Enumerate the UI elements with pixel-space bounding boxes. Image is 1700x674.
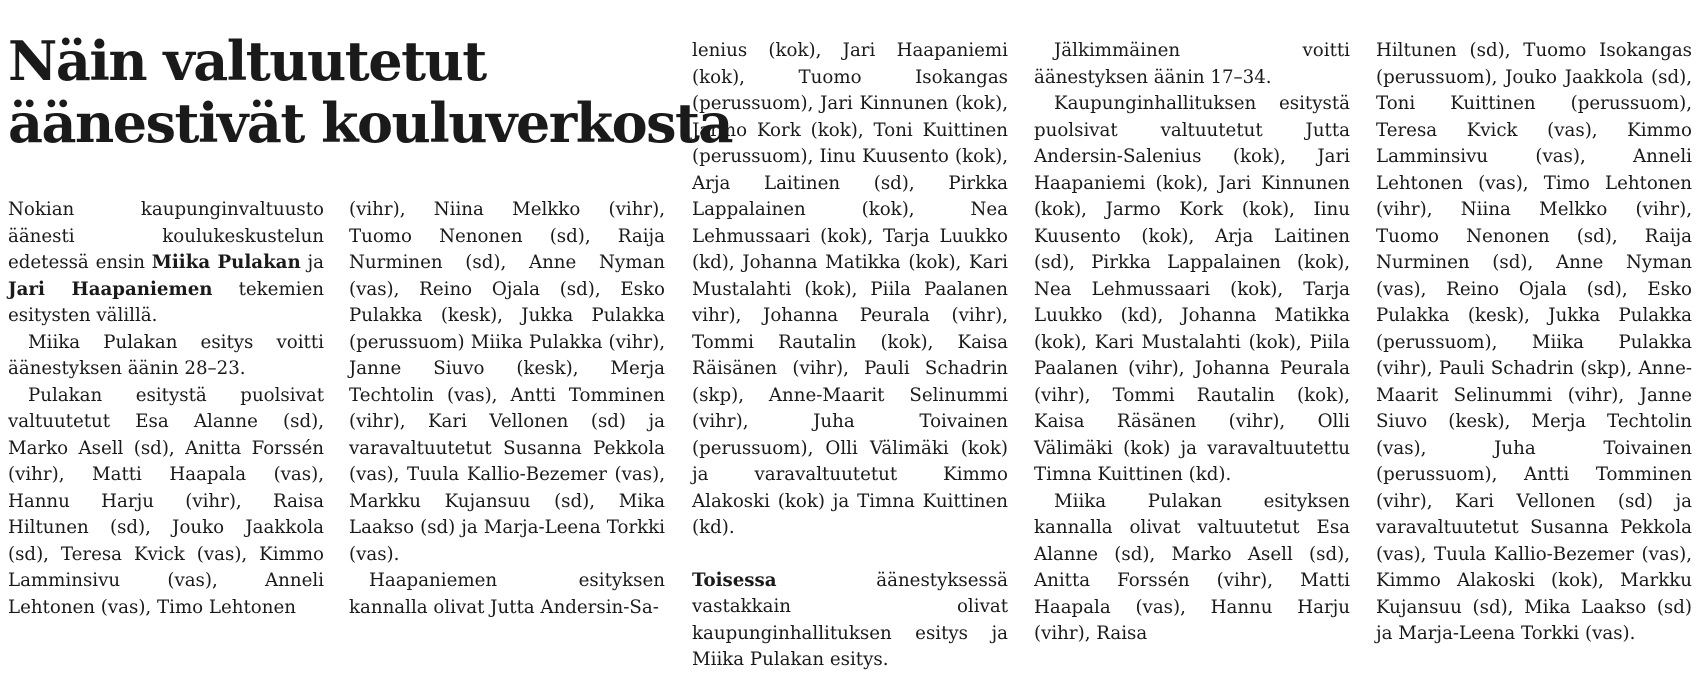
paragraph: Jälkimmäinen voitti äänestyksen äänin 17–34. (1034, 40, 1350, 88)
lead-paragraph (8, 197, 324, 330)
headline-line-1: Näin valtuutetut (8, 29, 486, 93)
article-column-3 (692, 38, 1008, 674)
headline (8, 29, 732, 155)
paragraph: Pulakan esitystä puolsivat valtuutetut Esa Alanne (sd), Marko Asell (sd), Anitta Forssén (vihr), Matti Haapala (vas), Hannu Harju (vihr), Raisa Hiltunen (sd), Jouko Jaakkola (sd), Teresa Kvick (vas), Kimmo Lamminsivu (vas), Anneli Lehtonen (vas), Timo Lehtonen (8, 384, 324, 618)
lead-text: Nokian kaupunginvaltuusto äänesti koulukeskustelun edetessä ensin (8, 199, 324, 273)
subsection-paragraph (692, 568, 1008, 674)
article-column-2 (349, 197, 665, 621)
paragraph: Haapaniemen esityksen kannalla olivat Jutta Andersin-Sa- (349, 570, 665, 618)
lead-name-haapaniemi: Jari Haapaniemen (8, 278, 213, 300)
paragraph: Miika Pulakan esityksen kannalla olivat valtuutetut Esa Alanne (sd), Marko Asell (sd), Anitta Forssén (vihr), Matti Haapala (vas), Hannu Harju (vihr), Raisa (1034, 490, 1350, 644)
article-column-4 (1034, 38, 1350, 648)
article-column-5 (1376, 38, 1692, 648)
headline-line-2: äänestivät kouluverkosta (8, 91, 732, 155)
lead-text-joiner: ja (300, 252, 325, 273)
lead-name-pulakka: Miika Pulakan (151, 252, 301, 273)
paragraph: Miika Pulakan esitys voitti äänestyksen äänin 28–23. (8, 331, 324, 379)
paragraph: (vihr), Niina Melkko (vihr), Tuomo Nenonen (sd), Raija Nurminen (sd), Anne Nyman (vas), Reino Ojala (sd), Esko Pulakka (kesk), Jukka Pulakka (perussuom) Miika Pulakka (vihr), Janne Siuvo (kesk), Merja Techtolin (vas), Antti Tomminen (vihr), Kari Vellonen (sd) ja varavaltuutetut Susanna Pekkola (vas), Tuula Kallio-Bezemer (vas), Markku Kujansuu (sd), Mika Laakso (sd) ja Marja-Leena Torkki (vas). (349, 199, 665, 565)
paragraph: Hiltunen (sd), Tuomo Isokangas (perussuom), Jouko Jaakkola (sd), Toni Kuittinen (perussuom), Teresa Kvick (vas), Kimmo Lamminsivu (vas), Anneli Lehtonen (vas), Timo Lehtonen (vihr), Niina Melkko (vihr), Tuomo Nenonen (sd), Raija Nurminen (sd), Anne Nyman (vas), Reino Ojala (sd), Esko Pulakka (kesk), Jukka Pulakka (perussuom), Miika Pulakka (vihr), Pauli Schadrin (skp), Anne-Maarit Selinummi (vihr), Janne Siuvo (kesk), Merja Techtolin (vas), Juha Toivainen (perussuom), Antti Tomminen (vihr), Kari Vellonen (sd) ja varavaltuutetut Susanna Pekkola (vas), Tuula Kallio-Bezemer (vas), Kimmo Alakoski (kok), Markku Kujansuu (sd), Mika Laakso (sd) ja Marja-Leena Torkki (vas). (1376, 40, 1692, 644)
subsection-text: äänestyksessä vastakkain olivat kaupunginhallituksen esitys ja Miika Pulakan esitys. (692, 569, 1008, 670)
article-column-1 (8, 197, 324, 621)
paragraph: lenius (kok), Jari Haapaniemi (kok), Tuomo Isokangas (perussuom), Jari Kinnunen (kok), Jarmo Kork (kok), Toni Kuittinen (perussuom), Iinu Kuusento (kok), Arja Laitinen (sd), Pirkka Lappalainen (kok), Nea Lehmussaari (kok), Tarja Luukko (kd), Johanna Matikka (kok), Kari Mustalahti (kok), Piila Paalanen vihr), Johanna Peurala (vihr), Tommi Rautalin (kok), Kaisa Räisänen (vihr), Pauli Schadrin (skp), Anne-Maarit Selinummi (vihr), Juha Toivainen (perussuom), Olli Välimäki (kok) ja varavaltuutetut Kimmo Alakoski (kok) ja Timna Kuittinen (kd). (692, 40, 1008, 538)
lead-text-end: tekemien esitysten välillä. (8, 278, 324, 326)
subsection-lead-word: Toisessa (692, 569, 777, 591)
paragraph: Kaupunginhallituksen esitystä puolsivat valtuutetut Jutta Andersin-Salenius (kok), Jari Haapaniemi (kok), Jari Kinnunen (kok), Jarmo Kork (kok), Iinu Kuusento (kok), Arja Laitinen (sd), Pirkka Lappalainen (kok), Nea Lehmussaari (kok), Tarja Luukko (kd), Johanna Matikka (kok), Kari Mustalahti (kok), Piila Paalanen (vihr), Johanna Peurala (vihr), Tommi Rautalin (kok), Kaisa Räsänen (vihr), Olli Välimäki (kok) ja varavaltuutettu Timna Kuittinen (kd). (1034, 93, 1350, 485)
